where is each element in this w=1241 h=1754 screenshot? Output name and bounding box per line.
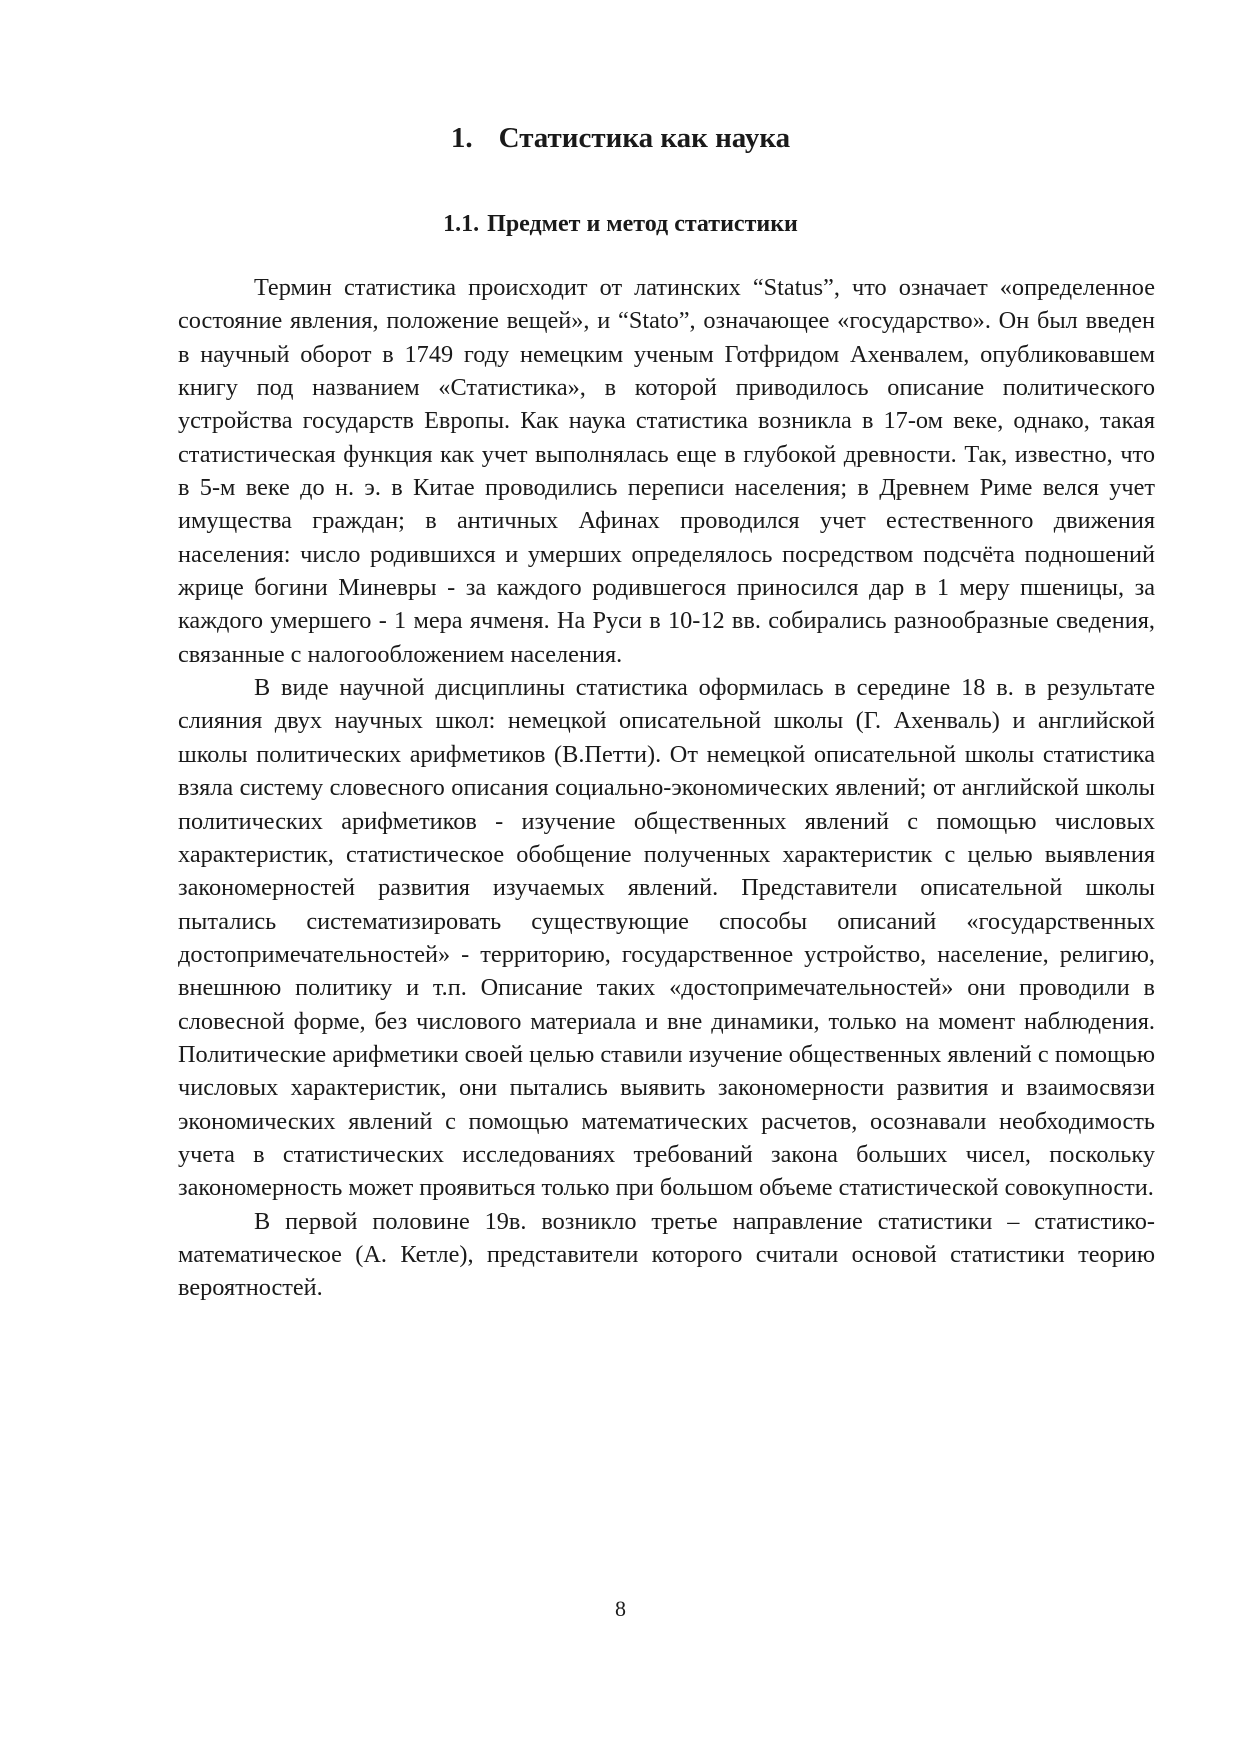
section-number: 1.1.	[443, 211, 480, 237]
chapter-title	[0, 118, 1241, 158]
page-number: 8	[615, 1596, 626, 1621]
paragraph-1: Термин статистика происходит от латинских “Status”, что означает «определенное состояние явления, положение вещей», и “Stato”, означающее «государство». Он был введен в научный оборот в 1749 году немецким ученым Готфридом Ахенвалем, опубликовавшем книгу под названием «Статистика», в которой приводилось описание политического устройства государств Европы. Как наука статистика возникла в 17-ом веке, однако, такая статистическая функция как учет выполнялась еще в глубокой древности. Так, известно, что в 5-м веке до н. э. в Китае проводились переписи населения; в Древнем Риме велся учет имущества граждан; в античных Афинах проводился учет естественного движения населения: число родившихся и умерших определялось посредством подсчёта подношений жрице богини Миневры - за каждого родившегося приносился дар в 1 меру пшеницы, за каждого умершего - 1 мера ячменя. На Руси в 10-12 вв. собирались разнообразные сведения, связанные с налогообложением населения.	[178, 274, 1155, 668]
body-text	[178, 271, 1155, 1305]
section-title	[0, 207, 1241, 241]
paragraph-2: В виде научной дисциплины статистика оформилась в середине 18 в. в результате слияния двух научных школ: немецкой описательной школы (Г. Ахенваль) и английской школы политических арифметиков (В.Петти). От немецкой описательной школы статистика взяла систему словесного описания социально-экономических явлений; от английской школы политических арифметиков - изучение общественных явлений с помощью числовых характеристик, статистическое обобщение полученных характеристик с целью выявления закономерностей развития изучаемых явлений. Представители описательной школы пытались систематизировать существующие способы описаний «государственных достопримечательностей» - территорию, государственное устройство, население, религию, внешнюю политику и т.п. Описание таких «достопримечательностей» они проводили в словесной форме, без числового материала и вне динамики, только на момент наблюдения. Политические арифметики своей целью ставили изучение общественных явлений с помощью числовых характеристик, они пытались выявить закономерности развития и взаимосвязи экономических явлений с помощью математических расчетов, осознавали необходимость учета в статистических исследованиях требований закона больших чисел, поскольку закономерность может проявиться только при большом объеме статистической совокупности.	[178, 674, 1155, 1202]
chapter-title-text: Статистика как наука	[498, 122, 791, 154]
paragraph-3: В первой половине 19в. возникло третье направление статистики – статистико-математическое (А. Кетле), представители которого считали основой статистики теорию вероятностей.	[178, 1207, 1155, 1302]
chapter-number: 1.	[450, 122, 473, 154]
section-title-text: Предмет и метод статистики	[487, 211, 798, 237]
